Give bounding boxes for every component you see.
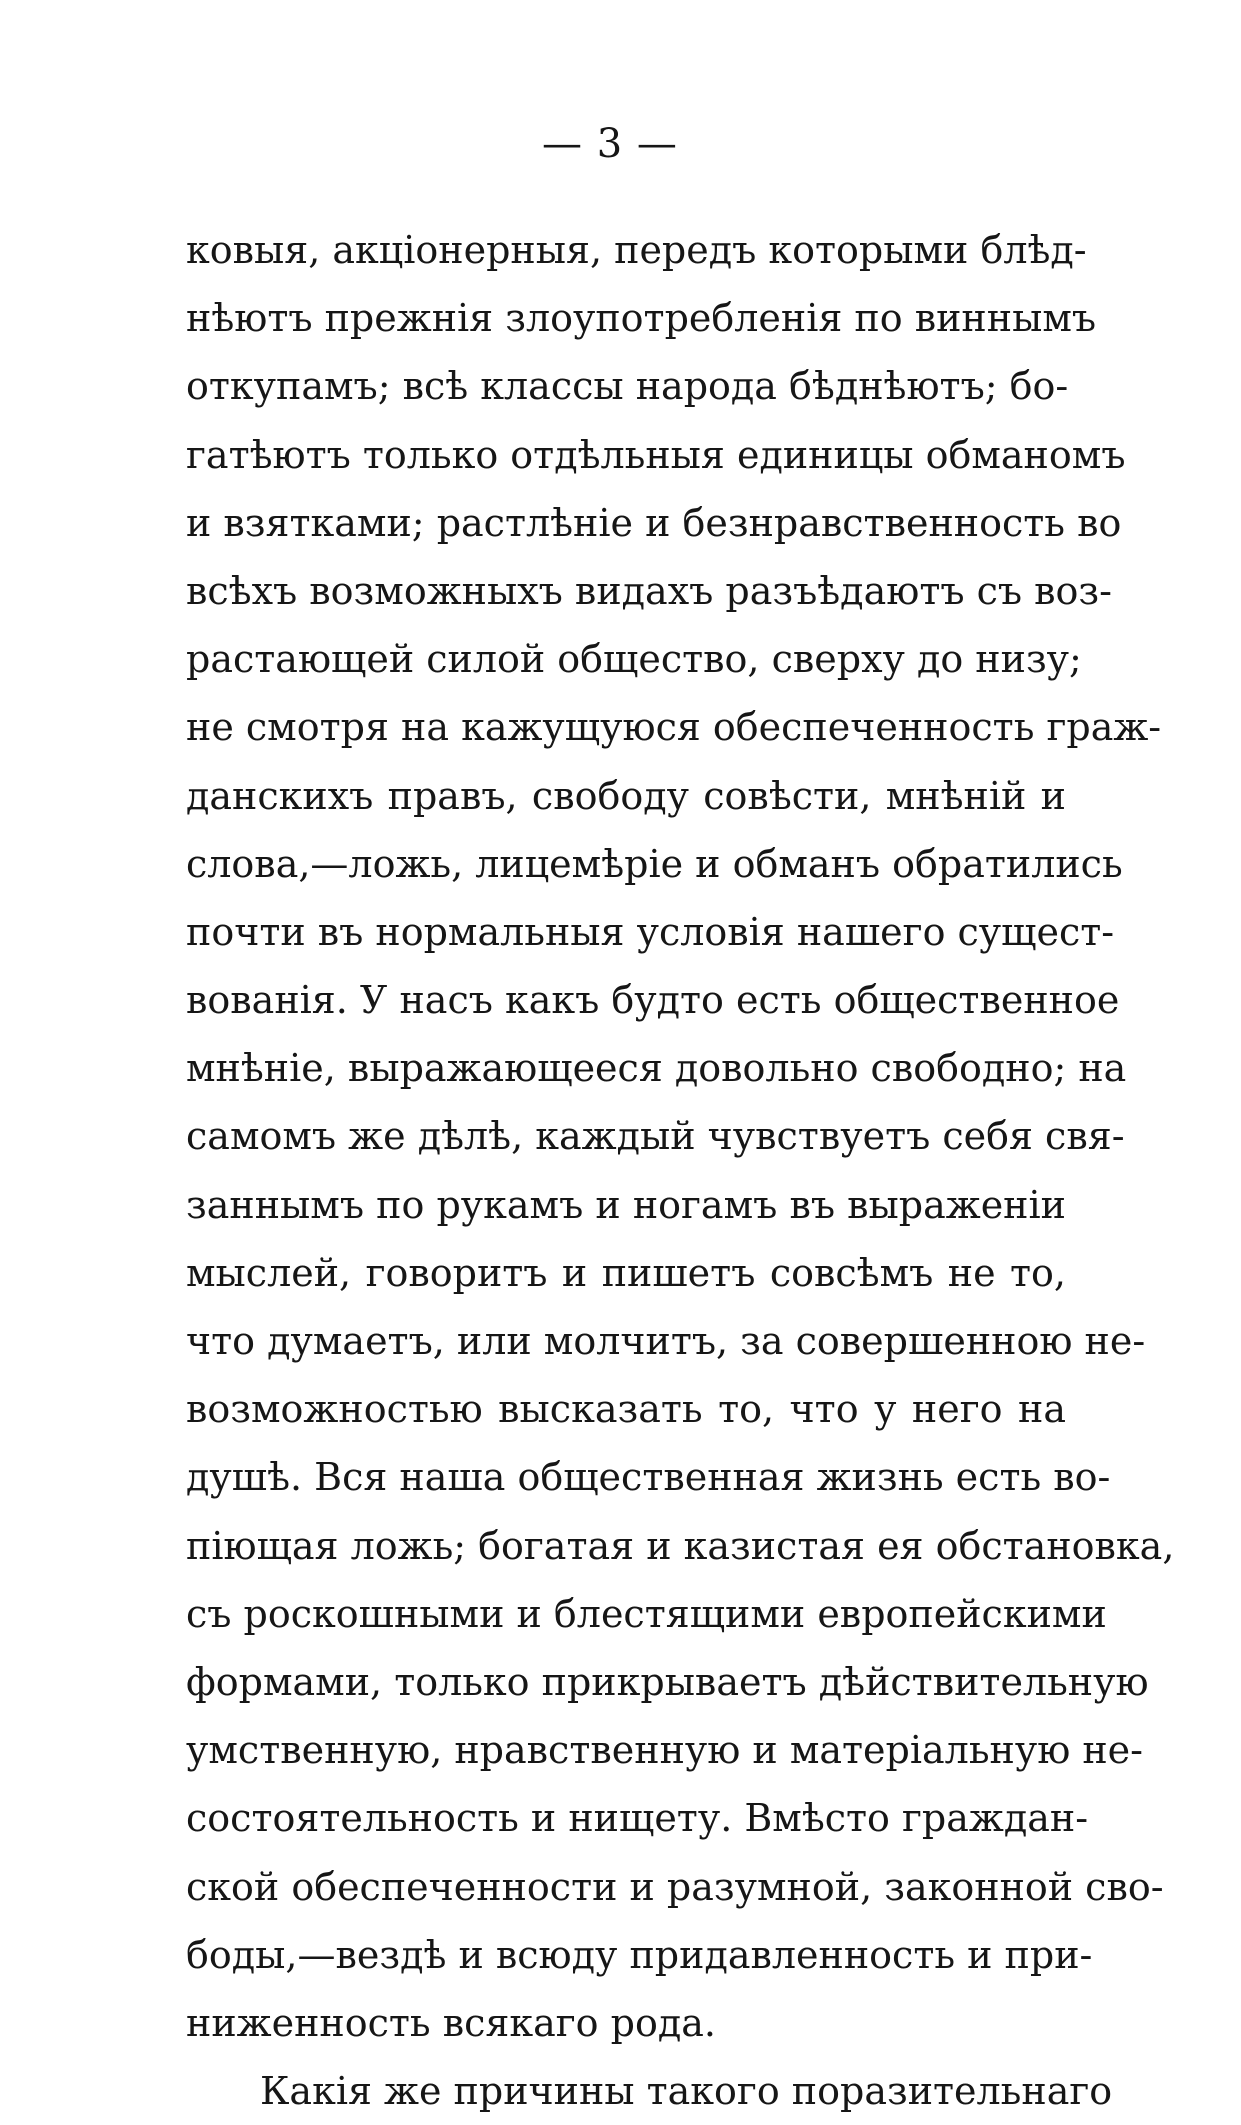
paragraph-end-line: ниженность всякаго рода. [186, 2000, 716, 2045]
text-line: растающей силой общество, сверху до низу; [186, 637, 1082, 682]
text-line: формами, только прикрываетъ дѣйствительную [186, 1659, 1149, 1704]
text-line: почти въ нормальныя условія нашего сущест- [186, 909, 1115, 954]
text-line: и взятками; растлѣніе и безнравственность во [186, 500, 1122, 545]
text-line: что думаетъ, или молчитъ, за совершенною не- [186, 1319, 1146, 1363]
text-line: откупамъ; всѣ классы народа бѣднѣютъ; бо- [186, 364, 1069, 409]
text-line: ковыя, акціонерныя, передъ которыми блѣд- [186, 228, 1087, 272]
text-line: данскихъ правъ, свободу совѣсти, мнѣній и [186, 773, 1066, 818]
text-line: вованія. У насъ какъ будто есть общественное [186, 978, 1120, 1023]
text-line: ской обеспеченности и разумной, законной сво- [186, 1864, 1164, 1909]
text-line: піющая ложь; богатая и казистая ея обстановка, [186, 1523, 1175, 1568]
text-line: умственную, нравственную и матеріальную не- [186, 1728, 1144, 1773]
body-text [186, 216, 1175, 2125]
text-line: мнѣніе, выражающееся довольно свободно; на [186, 1046, 1127, 1091]
text-line: мыслей, говоритъ и пишетъ совсѣмъ не то, [186, 1250, 1066, 1295]
text-line: слова,—ложь, лицемѣріе и обманъ обратились [186, 841, 1123, 886]
text-line: боды,—вездѣ и всюду придавленность и при- [186, 1932, 1093, 1977]
text-line: возможностью высказать то, что у него на [186, 1387, 1066, 1432]
text-line: душѣ. Вся наша общественная жизнь есть во- [186, 1455, 1111, 1500]
text-line: съ роскошными и блестящими европейскими [186, 1591, 1107, 1636]
text-line: заннымъ по рукамъ и ногамъ въ выраженіи [186, 1182, 1066, 1227]
paragraph-start-line: Какія же причины такого поразительнаго [260, 2069, 1113, 2114]
text-line: гатѣютъ только отдѣльныя единицы обманомъ [186, 432, 1126, 477]
text-line: не смотря на кажущуюся обеспеченность граж- [186, 705, 1162, 750]
text-line: всѣхъ возможныхъ видахъ разъѣдаютъ съ воз- [186, 568, 1112, 613]
text-line: состоятельность и нищету. Вмѣсто граждан- [186, 1796, 1089, 1841]
text-line: нѣютъ прежнія злоупотребленія по виннымъ [186, 296, 1097, 341]
text-line: самомъ же дѣлѣ, каждый чувствуетъ себя свя- [186, 1114, 1125, 1159]
page-number: — 3 — [542, 121, 678, 167]
